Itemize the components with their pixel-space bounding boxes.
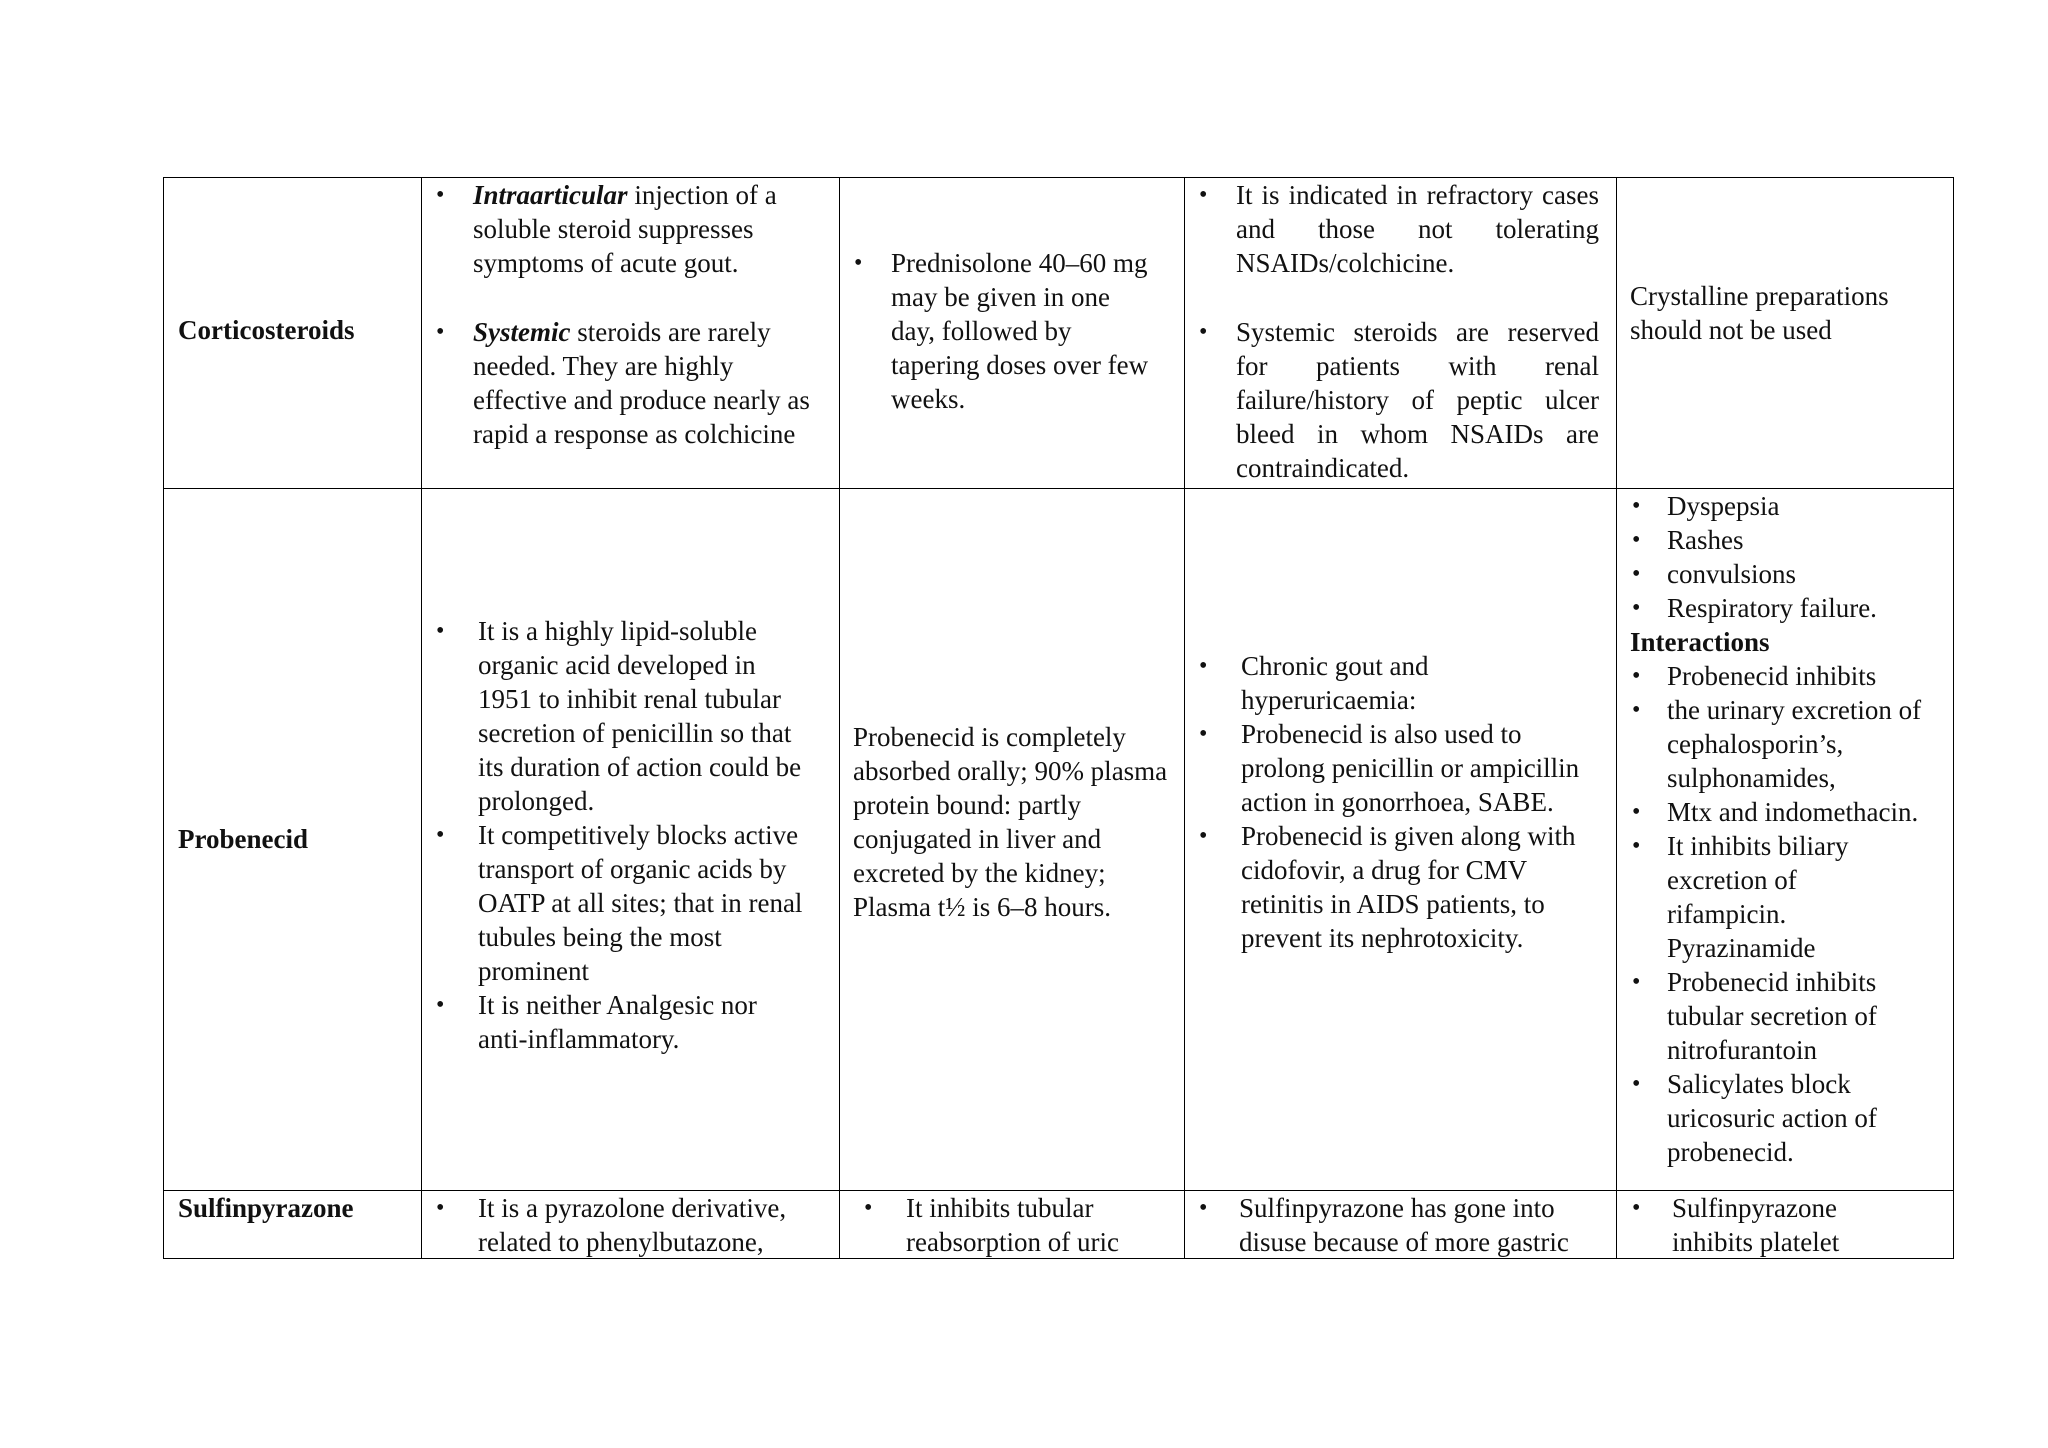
pharmacokinetics-cell: [840, 178, 1185, 488]
list-item: [422, 178, 793, 280]
mechanism-cell: [422, 489, 840, 1190]
cell-text: Probenecid is completely absorbed orally; 90% plasma protein bound: partly conjugated in liver and excreted by the kidney; Plasma t½ is 6–8 hours.: [853, 722, 1168, 922]
uses-cell: [1185, 489, 1617, 1190]
list-item: • Salicylates block uricosuric action of probenecid.: [1617, 1067, 1917, 1169]
list-item-text: injection of a soluble steroid suppresses symptoms of acute gout.: [473, 180, 777, 278]
cell-text: Crystalline preparations should not be used: [1630, 281, 1889, 345]
list-item: [422, 315, 813, 451]
list-item: • It competitively blocks active transport of organic acids by OATP at all sites; that in renal tubules being the most prominent: [422, 818, 813, 988]
pharmacokinetics-list: [840, 246, 1184, 416]
drug-name: Corticosteroids: [178, 315, 355, 345]
list-item: • It is a pyrazolone derivative, related to phenylbutazone,: [422, 1191, 823, 1258]
list-item: • It is a highly lipid-soluble organic acid developed in 1951 to inhibit renal tubular secretion of penicillin so that its duration of action could be prolonged.: [422, 614, 813, 818]
adverse-effects-cell: [1617, 1191, 1953, 1258]
drug-table: [163, 177, 1954, 1259]
list-item: • the urinary excretion of cephalosporin’s, sulphonamides,: [1617, 693, 1937, 795]
uses-cell: [1185, 1191, 1617, 1258]
list-item: • Probenecid is given along with cidofovir, a drug for CMV retinitis in AIDS patients, to prevent its nephrotoxicity.: [1185, 819, 1581, 955]
list-item: • It is indicated in refractory cases and those not tolerating NSAIDs/colchicine.: [1185, 178, 1599, 280]
interactions-list: [1617, 659, 1953, 1169]
list-item: • Systemic steroids are reserved for patients with renal failure/history of peptic ulcer bleed in whom NSAIDs are contraindicated.: [1185, 315, 1599, 485]
list-item: • Sulfinpyrazone has gone into disuse because of more gastric: [1185, 1191, 1609, 1258]
pharmacokinetics-cell: [840, 1191, 1185, 1258]
mechanism-list: [422, 614, 839, 1056]
uses-cell: [1185, 178, 1617, 488]
list-item: • convulsions: [1617, 557, 1953, 591]
list-item-text: steroids are rarely needed. They are highly effective and produce nearly as rapid a response as colchicine: [473, 317, 810, 449]
list-item: • Chronic gout and hyperuricaemia:: [1185, 649, 1581, 717]
table-row: [164, 489, 1953, 1191]
list-item: • Sulfinpyrazone inhibits platelet: [1617, 1191, 1922, 1258]
list-item: • Probenecid is also used to prolong penicillin or ampicillin action in gonorrhoea, SABE.: [1185, 717, 1581, 819]
list-item: • Prednisolone 40–60 mg may be given in one day, followed by tapering doses over few weeks.: [840, 246, 1151, 416]
interactions-heading: Interactions: [1630, 627, 1770, 657]
drug-name: Sulfinpyrazone: [178, 1193, 354, 1223]
mechanism-cell: [422, 1191, 840, 1258]
pharmacokinetics-cell: [840, 489, 1185, 1190]
list-item: • Probenecid inhibits tubular secretion of nitrofurantoin: [1617, 965, 1917, 1067]
uses-list: [1185, 649, 1616, 955]
drug-name-cell: [164, 1191, 422, 1258]
list-item: • It inhibits biliary excretion of rifampicin. Pyrazinamide: [1617, 829, 1907, 965]
list-item: • Dyspepsia: [1617, 489, 1953, 523]
drug-name-cell: [164, 489, 422, 1190]
drug-name: Probenecid: [178, 824, 308, 854]
list-item: • It is neither Analgesic nor anti-inflammatory.: [422, 988, 813, 1056]
adverse-effects-list: [1617, 489, 1953, 625]
uses-list: [1185, 1191, 1616, 1258]
mechanism-list: [422, 1191, 839, 1258]
adverse-effects-cell: [1617, 489, 1953, 1190]
table-row: [164, 1191, 1953, 1258]
drug-name-cell: [164, 178, 422, 488]
list-item: • Probenecid inhibits: [1617, 659, 1937, 693]
emphasis-text: Systemic: [473, 317, 571, 347]
pharmacokinetics-list: [840, 1191, 1184, 1258]
table-row: [164, 178, 1953, 489]
list-item: • Respiratory failure.: [1617, 591, 1953, 625]
list-item: • It inhibits tubular reabsorption of uric: [840, 1191, 1146, 1258]
list-item: • Mtx and indomethacin.: [1617, 795, 1947, 829]
adverse-effects-cell: [1617, 178, 1953, 488]
list-item: • Rashes: [1617, 523, 1953, 557]
emphasis-text: Intraarticular: [473, 180, 628, 210]
mechanism-cell: [422, 178, 840, 488]
adverse-effects-list: [1617, 1191, 1953, 1258]
